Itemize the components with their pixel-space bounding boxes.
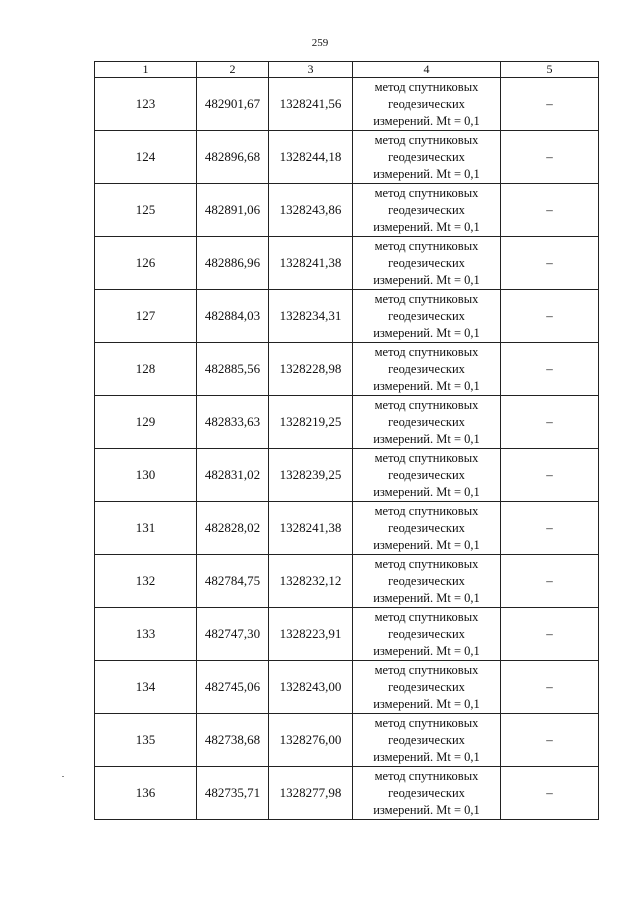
y-coordinate-cell: 1328228,98 [269, 343, 353, 396]
x-coordinate-cell: 482891,06 [197, 184, 269, 237]
method-line: геодезических [388, 96, 465, 111]
method-line: геодезических [388, 732, 465, 747]
method-line: геодезических [388, 520, 465, 535]
x-coordinate-cell: 482884,03 [197, 290, 269, 343]
y-coordinate-cell: 1328241,38 [269, 502, 353, 555]
method-line: измерений. Mt = 0,1 [373, 166, 480, 181]
method-line: измерений. Mt = 0,1 [373, 325, 480, 340]
method-line: измерений. Mt = 0,1 [373, 431, 480, 446]
point-number-cell: 135 [95, 714, 197, 767]
method-cell [353, 78, 501, 131]
x-coordinate-cell: 482831,02 [197, 449, 269, 502]
y-coordinate-cell: 1328241,38 [269, 237, 353, 290]
method-line: измерений. Mt = 0,1 [373, 696, 480, 711]
column-header-5: 5 [501, 62, 599, 78]
note-cell: – [501, 343, 599, 396]
y-coordinate-cell: 1328243,86 [269, 184, 353, 237]
y-coordinate-cell: 1328277,98 [269, 767, 353, 820]
note-cell: – [501, 714, 599, 767]
method-line: геодезических [388, 149, 465, 164]
method-line: геодезических [388, 573, 465, 588]
method-line: метод спутниковых [374, 450, 479, 465]
method-line: метод спутниковых [374, 238, 479, 253]
point-number-cell: 125 [95, 184, 197, 237]
table-body [95, 78, 599, 820]
method-line: геодезических [388, 785, 465, 800]
point-number-cell: 130 [95, 449, 197, 502]
x-coordinate-cell: 482885,56 [197, 343, 269, 396]
method-line: измерений. Mt = 0,1 [373, 272, 480, 287]
y-coordinate-cell: 1328244,18 [269, 131, 353, 184]
method-line: геодезических [388, 467, 465, 482]
method-cell [353, 184, 501, 237]
point-number-cell: 134 [95, 661, 197, 714]
point-number-cell: 132 [95, 555, 197, 608]
y-coordinate-cell: 1328232,12 [269, 555, 353, 608]
note-cell: – [501, 608, 599, 661]
method-line: метод спутниковых [374, 291, 479, 306]
table-row [95, 184, 599, 237]
point-number-cell: 123 [95, 78, 197, 131]
method-cell [353, 131, 501, 184]
point-number-cell: 129 [95, 396, 197, 449]
method-line: измерений. Mt = 0,1 [373, 219, 480, 234]
table-row [95, 714, 599, 767]
method-line: измерений. Mt = 0,1 [373, 802, 480, 817]
table-row [95, 608, 599, 661]
method-line: геодезических [388, 414, 465, 429]
column-header-3: 3 [269, 62, 353, 78]
method-line: геодезических [388, 255, 465, 270]
method-line: измерений. Mt = 0,1 [373, 643, 480, 658]
method-line: геодезических [388, 202, 465, 217]
method-cell [353, 661, 501, 714]
method-line: метод спутниковых [374, 79, 479, 94]
note-cell: – [501, 131, 599, 184]
x-coordinate-cell: 482828,02 [197, 502, 269, 555]
method-line: геодезических [388, 361, 465, 376]
point-number-cell: 131 [95, 502, 197, 555]
method-line: метод спутниковых [374, 185, 479, 200]
y-coordinate-cell: 1328234,31 [269, 290, 353, 343]
method-line: метод спутниковых [374, 344, 479, 359]
method-cell [353, 714, 501, 767]
y-coordinate-cell: 1328276,00 [269, 714, 353, 767]
table-row [95, 237, 599, 290]
table-row [95, 343, 599, 396]
x-coordinate-cell: 482745,06 [197, 661, 269, 714]
method-cell [353, 343, 501, 396]
point-number-cell: 127 [95, 290, 197, 343]
method-cell [353, 608, 501, 661]
table-header-row [95, 62, 599, 78]
method-line: измерений. Mt = 0,1 [373, 113, 480, 128]
note-cell: – [501, 237, 599, 290]
method-line: метод спутниковых [374, 768, 479, 783]
point-number-cell: 126 [95, 237, 197, 290]
method-line: измерений. Mt = 0,1 [373, 537, 480, 552]
column-header-4: 4 [353, 62, 501, 78]
x-coordinate-cell: 482886,96 [197, 237, 269, 290]
margin-mark [62, 776, 64, 777]
note-cell: – [501, 290, 599, 343]
method-cell [353, 555, 501, 608]
method-line: геодезических [388, 626, 465, 641]
x-coordinate-cell: 482784,75 [197, 555, 269, 608]
method-line: метод спутниковых [374, 503, 479, 518]
y-coordinate-cell: 1328239,25 [269, 449, 353, 502]
table-row [95, 449, 599, 502]
method-line: измерений. Mt = 0,1 [373, 590, 480, 605]
column-header-1: 1 [95, 62, 197, 78]
method-line: измерений. Mt = 0,1 [373, 484, 480, 499]
x-coordinate-cell: 482738,68 [197, 714, 269, 767]
note-cell: – [501, 661, 599, 714]
x-coordinate-cell: 482901,67 [197, 78, 269, 131]
y-coordinate-cell: 1328241,56 [269, 78, 353, 131]
point-number-cell: 136 [95, 767, 197, 820]
note-cell: – [501, 449, 599, 502]
table-row [95, 290, 599, 343]
note-cell: – [501, 555, 599, 608]
y-coordinate-cell: 1328219,25 [269, 396, 353, 449]
table-row [95, 555, 599, 608]
method-line: измерений. Mt = 0,1 [373, 378, 480, 393]
x-coordinate-cell: 482735,71 [197, 767, 269, 820]
method-cell [353, 290, 501, 343]
method-line: метод спутниковых [374, 715, 479, 730]
method-cell [353, 449, 501, 502]
note-cell: – [501, 184, 599, 237]
table-row [95, 131, 599, 184]
table-row [95, 661, 599, 714]
table-row [95, 78, 599, 131]
page-number: 259 [311, 37, 329, 49]
method-cell [353, 396, 501, 449]
coordinates-table [94, 61, 599, 820]
method-line: метод спутниковых [374, 556, 479, 571]
method-line: метод спутниковых [374, 397, 479, 412]
note-cell: – [501, 78, 599, 131]
column-header-2: 2 [197, 62, 269, 78]
method-cell [353, 767, 501, 820]
note-cell: – [501, 396, 599, 449]
method-line: геодезических [388, 679, 465, 694]
x-coordinate-cell: 482896,68 [197, 131, 269, 184]
table-row [95, 502, 599, 555]
point-number-cell: 124 [95, 131, 197, 184]
table-row [95, 396, 599, 449]
method-line: измерений. Mt = 0,1 [373, 749, 480, 764]
note-cell: – [501, 502, 599, 555]
method-line: метод спутниковых [374, 132, 479, 147]
x-coordinate-cell: 482747,30 [197, 608, 269, 661]
note-cell: – [501, 767, 599, 820]
y-coordinate-cell: 1328223,91 [269, 608, 353, 661]
method-line: метод спутниковых [374, 609, 479, 624]
method-line: метод спутниковых [374, 662, 479, 677]
method-line: геодезических [388, 308, 465, 323]
method-cell [353, 237, 501, 290]
point-number-cell: 133 [95, 608, 197, 661]
x-coordinate-cell: 482833,63 [197, 396, 269, 449]
table-row [95, 767, 599, 820]
point-number-cell: 128 [95, 343, 197, 396]
y-coordinate-cell: 1328243,00 [269, 661, 353, 714]
method-cell [353, 502, 501, 555]
